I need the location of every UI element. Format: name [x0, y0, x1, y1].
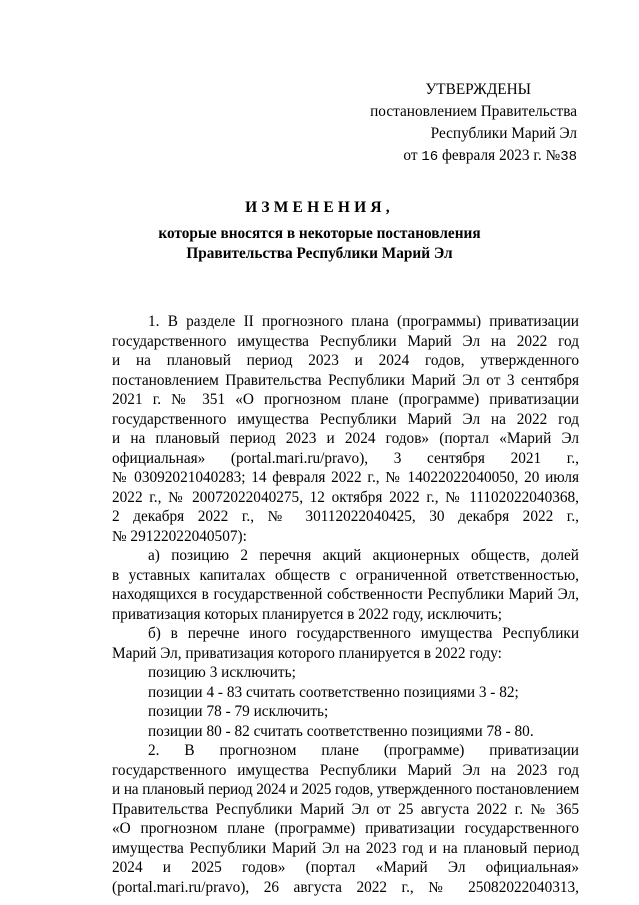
text-line: позицию 3 исключить;: [148, 664, 296, 681]
text-line: 1. В разделе II прогнозного плана (программы) приватизации: [148, 313, 579, 330]
text-line: 2021 г. № 351 «О прогнозном плане (программе) приватизации: [112, 391, 579, 408]
text-line: приватизация которых планируется в 2022 году, исключить;: [112, 605, 502, 623]
text-line: а) позицию 2 перечня акций акционерных обществ, долей: [148, 547, 579, 564]
text-line: 2. В прогнозном плане (программе) приватизации: [148, 742, 579, 759]
text-line: и на плановый период 2023 и 2024 годов» (портал «Марий Эл: [112, 430, 579, 447]
document-title: ИЗМЕНЕНИЯ,: [245, 199, 394, 216]
approval-number: 38: [560, 149, 577, 165]
text-line: государственного имущества Республики Марий Эл на 2022 год: [112, 410, 579, 428]
text-line: (portal.mari.ru/pravo), 26 августа 2022 г., № 25082022040313,: [112, 878, 579, 896]
text-line: позиции 80 - 82 считать соответственно позициями 78 - 80.: [148, 722, 534, 740]
text-line: 2022 г., № 20072022040275, 12 октября 2022 г., № 11102022040368,: [112, 488, 579, 506]
subtitle-line-2: Правительства Республики Марий Эл: [186, 244, 453, 262]
approval-date-rest: февраля 2023 г. №: [438, 147, 561, 164]
approval-day: 16: [421, 149, 439, 165]
text-line: 2024 и 2025 годов» (портал «Марий Эл официальная»: [112, 859, 579, 876]
text-line: «О прогнозном плане (программе) приватизации государственного: [112, 820, 579, 837]
approval-date-prefix: от: [403, 147, 422, 164]
text-line: имущества Республики Марий Эл на 2023 год и на плановый период: [112, 839, 579, 857]
approval-stamp: [370, 79, 577, 168]
text-line: и на плановый период 2023 и 2024 годов, утвержденного: [112, 352, 579, 369]
approval-line-2: постановлением Правительства: [370, 103, 577, 120]
text-line: и на плановый период 2024 и 2025 годов, утвержденного постановлением: [112, 781, 579, 798]
subtitle-line-1: которые вносятся в некоторые постановления: [158, 225, 481, 242]
text-line: государственного имущества Республики Марий Эл на 2023 год: [112, 761, 579, 779]
document-body: [112, 312, 579, 897]
approval-heading: УТВЕРЖДЕНЫ: [425, 81, 531, 98]
text-line: позиции 78 - 79 исключить;: [148, 703, 329, 720]
text-line: № 29122022040507):: [112, 527, 247, 545]
approval-date-line: [370, 145, 577, 168]
text-line: позиции 4 - 83 считать соответственно позициями 3 - 82;: [148, 683, 519, 701]
text-line: 2 декабря 2022 г., № 30112022040425, 30 декабря 2022 г.,: [112, 508, 579, 525]
text-line: официальная» (portal.mari.ru/pravo), 3 сентября 2021 г.,: [112, 449, 579, 467]
text-line: постановлением Правительства Республики Марий Эл от 3 сентября: [112, 371, 579, 389]
text-line: Правительства Республики Марий Эл от 25 августа 2022 г. № 365: [112, 800, 579, 818]
text-line: Марий Эл, приватизация которого планируется в 2022 году:: [112, 644, 502, 662]
text-line: государственного имущества Республики Марий Эл на 2022 год: [112, 332, 579, 350]
text-line: № 03092021040283; 14 февраля 2022 г., № 14022022040050, 20 июля: [112, 469, 579, 486]
text-line: б) в перечне иного государственного имущества Республики: [148, 625, 579, 642]
document-subtitle: [0, 224, 639, 263]
text-line: находящихся в государственной собственности Республики Марий Эл,: [112, 586, 579, 603]
approval-line-3: Республики Марий Эл: [430, 125, 577, 142]
text-line: в уставных капиталах обществ с ограниченной ответственностью,: [112, 566, 579, 584]
